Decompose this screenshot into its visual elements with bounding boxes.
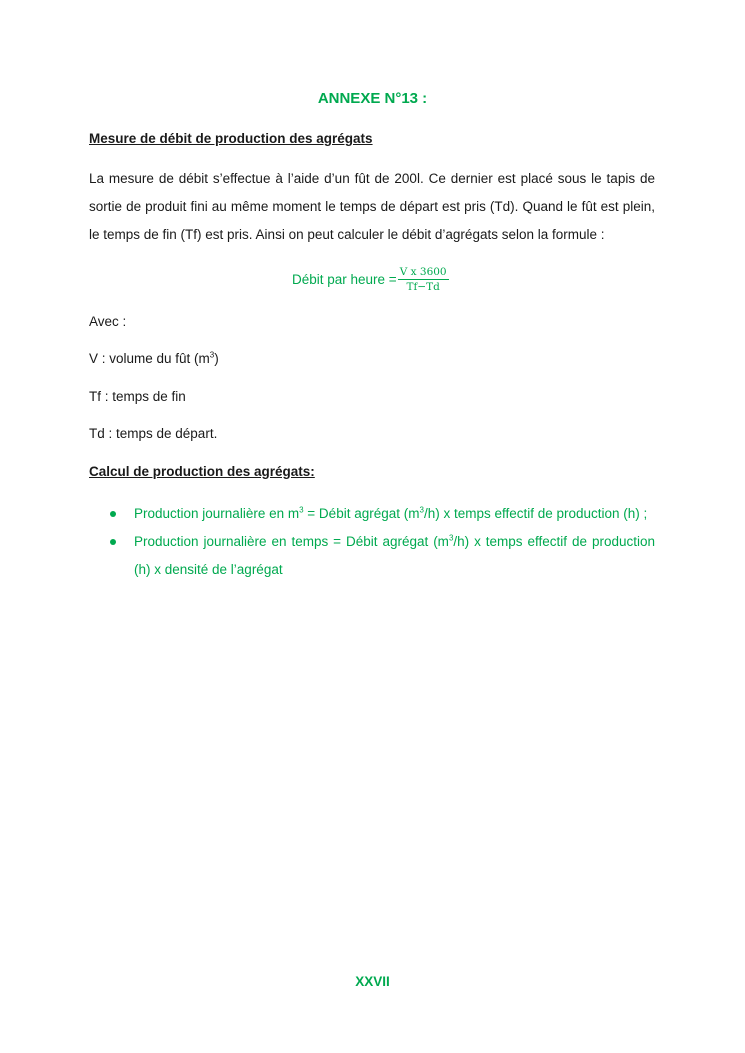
superscript: 3 [299, 505, 304, 515]
bullet-icon [110, 539, 116, 545]
section-heading-calcul: Calcul de production des agrégats: [89, 464, 315, 479]
page-number: XXVII [355, 974, 390, 989]
superscript: 3 [448, 533, 454, 543]
bullet1-text-b: = Débit agrégat (m [303, 506, 420, 521]
list-item [108, 528, 655, 584]
superscript: 3 [209, 350, 215, 360]
bullet-icon [110, 511, 116, 517]
definition-tf: Tf : temps de fin [89, 389, 186, 404]
production-bullet-list [108, 500, 655, 584]
bullet2-text-a: Production journalière en temps = Débit agrégat (m [134, 534, 449, 549]
intro-paragraph: La mesure de débit s’effectue à l’aide d’un fût de 200l. Ce dernier est placé sous le tapis de sortie de produit fini au même moment le temps de départ est pris (Td). Quand le fût est plein, le temps de fin (Tf) est pris. Ainsi on peut calculer le débit d’agrégats selon la formule : [89, 171, 655, 242]
bullet1-text-a: Production journalière en m [134, 506, 300, 521]
formula-denominator: Tf−Td [406, 280, 440, 293]
definition-volume-end: ) [214, 351, 219, 366]
superscript: 3 [419, 505, 424, 515]
formula-label: Débit par heure = [292, 271, 397, 287]
definition-td: Td : temps de départ. [89, 426, 218, 441]
avec-label: Avec : [89, 314, 127, 329]
annex-title: ANNEXE N°13 : [317, 90, 428, 107]
bullet1-text-c: /h) x temps effectif de production (h) ; [423, 506, 648, 521]
list-item [108, 500, 655, 528]
definition-volume [89, 351, 219, 366]
flow-rate-formula [292, 262, 449, 296]
definition-volume-text: V : volume du fût (m [89, 351, 210, 366]
formula-fraction [398, 266, 449, 293]
section-heading-debit: Mesure de débit de production des agrégats [89, 131, 373, 146]
bullet2-text-b: /h) x temps effectif de production (h) x densité de l’agrégat [134, 534, 655, 577]
formula-numerator: V x 3600 [399, 265, 447, 278]
